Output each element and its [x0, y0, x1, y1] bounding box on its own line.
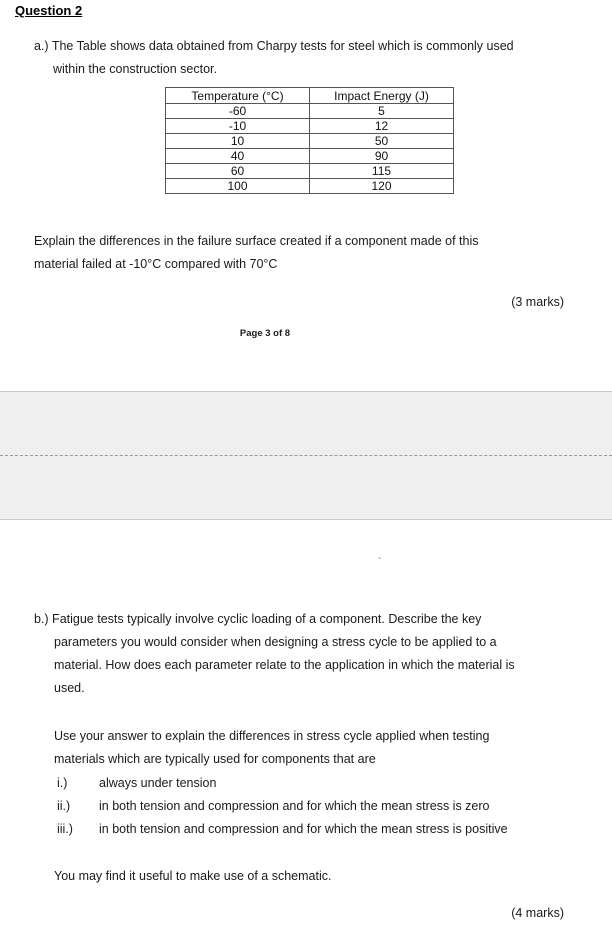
part-b-line2: parameters you would consider when designing a stress cycle to be applied to a [54, 635, 497, 649]
table-cell-energy: 115 [310, 164, 454, 179]
list-item-number: i.) [57, 776, 68, 790]
part-a-task [34, 230, 478, 276]
table-header-temperature: Temperature (°C) [166, 88, 310, 104]
list-item-number: iii.) [57, 822, 73, 836]
part-a-marks: (3 marks) [511, 295, 564, 309]
table-cell-energy: 120 [310, 179, 454, 194]
list-item-text: always under tension [99, 776, 217, 790]
table-cell-temperature: -60 [166, 104, 310, 119]
table-cell-energy: 12 [310, 119, 454, 134]
page-break-mark: ` [378, 557, 382, 568]
table-row [166, 149, 454, 164]
part-a-intro-line2: within the construction sector. [53, 62, 217, 76]
table-cell-temperature: -10 [166, 119, 310, 134]
table-row [166, 164, 454, 179]
part-a-intro-line1: a.) The Table shows data obtained from Charpy tests for steel which is commonly used [34, 39, 514, 53]
list-item [57, 799, 490, 813]
table-row [166, 179, 454, 194]
table-cell-temperature: 60 [166, 164, 310, 179]
page-break-gap [0, 391, 612, 520]
table-row [166, 119, 454, 134]
part-a-task-line2: material failed at -10°C compared with 70°C [34, 257, 278, 271]
part-b-line4: used. [54, 681, 85, 695]
question-title: Question 2 [15, 3, 83, 18]
part-b-line1: b.) Fatigue tests typically involve cyclic loading of a component. Describe the key [34, 612, 482, 626]
table-header-impact-energy: Impact Energy (J) [310, 88, 454, 104]
part-b-line3: material. How does each parameter relate to the application in which the material is [54, 658, 515, 672]
page-footer: Page 3 of 8 [239, 328, 291, 339]
part-b-use-line1: Use your answer to explain the differences in stress cycle applied when testing [54, 729, 490, 743]
page-break-divider [0, 455, 612, 456]
table-cell-temperature: 100 [166, 179, 310, 194]
table-header-row [166, 88, 454, 104]
table-cell-temperature: 40 [166, 149, 310, 164]
list-item-text: in both tension and compression and for which the mean stress is positive [99, 822, 508, 836]
table-cell-temperature: 10 [166, 134, 310, 149]
table-row [166, 104, 454, 119]
table-cell-energy: 50 [310, 134, 454, 149]
part-b-use-line2: materials which are typically used for components that are [54, 752, 376, 766]
table-cell-energy: 90 [310, 149, 454, 164]
part-a-task-line1: Explain the differences in the failure surface created if a component made of this [34, 234, 479, 248]
list-item [57, 822, 508, 836]
part-b-hint: You may find it useful to make use of a schematic. [54, 869, 332, 883]
part-b-use [54, 725, 489, 771]
list-item-number: ii.) [57, 799, 71, 813]
charpy-data-table [165, 87, 454, 194]
table-cell-energy: 5 [310, 104, 454, 119]
table-row [166, 134, 454, 149]
list-item [57, 776, 216, 790]
list-item-text: in both tension and compression and for which the mean stress is zero [99, 799, 490, 813]
part-a-intro [34, 35, 514, 81]
part-b-intro [34, 608, 515, 700]
part-b-marks: (4 marks) [511, 906, 564, 920]
